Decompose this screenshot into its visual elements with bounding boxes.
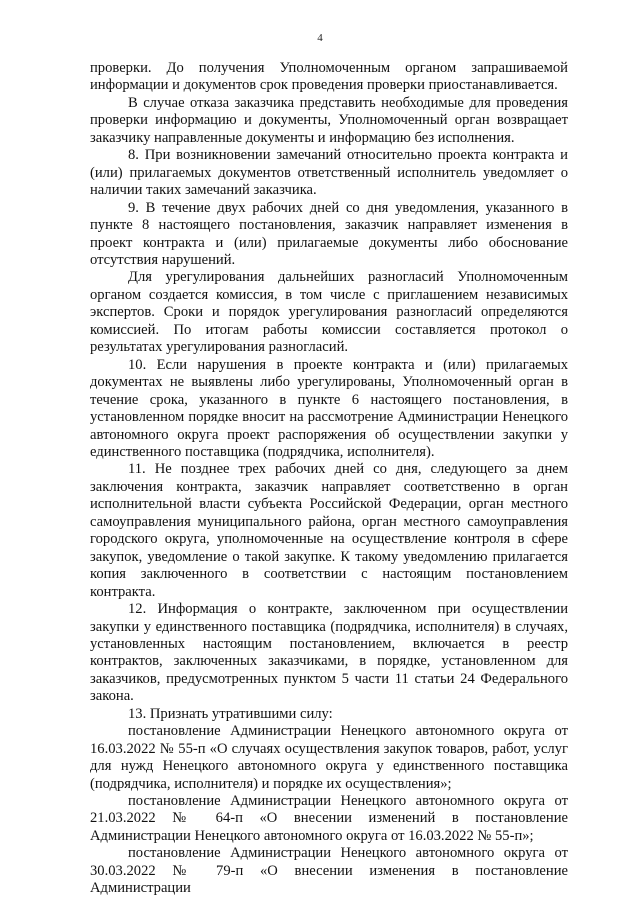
paragraph-repeal-55p: постановление Администрации Ненецкого автономного округа от 16.03.2022 № 55-п «О случаях осуществления закупок товаров, работ, услуг для нужд Ненецкого автономного округа у единственного поставщика (подрядчика, исполнителя) и порядке их осуществления»; <box>90 723 568 792</box>
paragraph-item-11: 11. Не позднее трех рабочих дней со дня, следующего за днем заключения контракта, заказчик направляет соответственно в орган исполнительной власти субъекта Российской Федерации, орган местного самоуправления муниципального района, орган местного самоуправления городского округа, уполномоченные на осуществление контроля в сфере закупок, уведомление о такой закупке. К такому уведомлению прилагается копия заключенного в соответствии с настоящим постановлением контракта. <box>90 461 568 600</box>
document-body <box>90 60 568 898</box>
paragraph-item-12: 12. Информация о контракте, заключенном при осуществлении закупки у единственного поставщика (подрядчика, исполнителя) в случаях, установленных настоящим постановлением, включается в реестр контрактов, заключенных заказчиками, в порядке, установленном для заказчиков, предусмотренных пунктом 5 части 11 статьи 24 Федерального закона. <box>90 601 568 705</box>
paragraph-item-10: 10. Если нарушения в проекте контракта и (или) прилагаемых документах не выявлены либо урегулированы, Уполномоченный орган в течение срока, указанного в пункте 6 настоящего постановления, в установленном порядке вносит на рассмотрение Администрации Ненецкого автономного округа проект распоряжения об осуществлении закупки у единственного поставщика (подрядчика, исполнителя). <box>90 356 568 460</box>
paragraph-refusal: В случае отказа заказчика представить необходимые для проведения проверки информацию и документы, Уполномоченный орган возвращает заказчику направленные документы и информацию без исполнения. <box>90 94 568 146</box>
paragraph-item-9: 9. В течение двух рабочих дней со дня уведомления, указанного в пункте 8 настоящего постановления, заказчик направляет изменения в проект контракта и (или) прилагаемые документы либо обоснование отсутствия нарушений. <box>90 199 568 268</box>
paragraph-commission: Для урегулирования дальнейших разногласий Уполномоченным органом создается комиссия, в том числе с приглашением независимых экспертов. Сроки и порядок урегулирования разногласий определяются комиссией. По итогам работы комиссии составляется протокол о результатах урегулирования разногласий. <box>90 269 568 356</box>
paragraph-repeal-64p: постановление Администрации Ненецкого автономного округа от 21.03.2022 № 64-п «О внесении изменений в постановление Администрации Ненецкого автономного округа от 16.03.2022 № 55-п»; <box>90 793 568 844</box>
paragraph-item-8: 8. При возникновении замечаний относительно проекта контракта и (или) прилагаемых документов ответственный исполнитель уведомляет о наличии таких замечаний заказчика. <box>90 147 568 199</box>
paragraph-continuation: проверки. До получения Уполномоченным органом запрашиваемой информации и документов срок проведения проверки приостанавливается. <box>90 60 568 94</box>
page-number: 4 <box>317 32 323 44</box>
paragraph-repeal-79p: постановление Администрации Ненецкого автономного округа от 30.03.2022 № 79-п «О внесении изменения в постановление Администрации <box>90 845 568 897</box>
paragraph-item-13: 13. Признать утратившими силу: <box>128 705 333 722</box>
